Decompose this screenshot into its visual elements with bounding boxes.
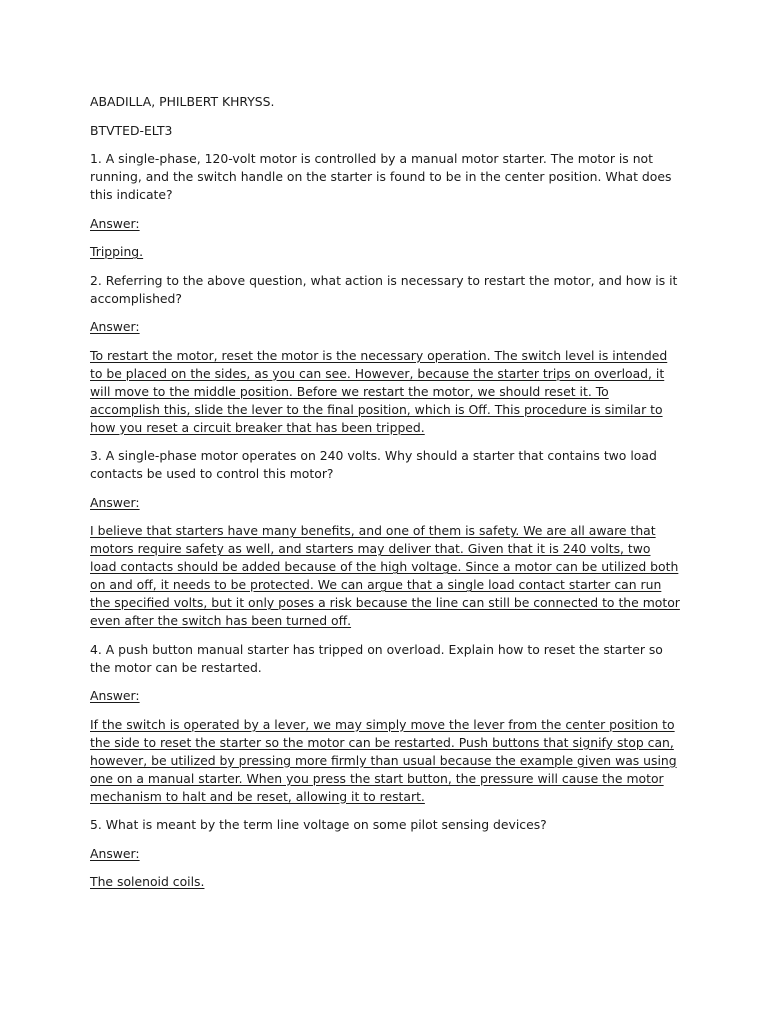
answer-label-5: Answer: [90, 845, 140, 861]
answer-label-3: Answer: [90, 494, 140, 510]
question-1: 1. A single-phase, 120-volt motor is controlled by a manual motor starter. The motor is not running, and the switch handle on the starter is found to be in the center position. What does this indicate? [90, 151, 672, 202]
answer-2: To restart the motor, reset the motor is the necessary operation. The switch level is intended to be placed on the sides, as you can see. However, because the starter trips on overload, it will move to the middle position. Before we restart the motor, we should reset it. To accomplish this, slide the lever to the final position, which is Off. This procedure is similar to how you reset a circuit breaker that has been tripped. [90, 347, 668, 435]
question-3: 3. A single-phase motor operates on 240 volts. Why should a starter that contains two load contacts be used to control this motor? [90, 448, 657, 481]
student-name: ABADILLA, PHILBERT KHRYSS. [90, 94, 275, 109]
document-page [90, 93, 680, 902]
answer-4: If the switch is operated by a lever, we may simply move the lever from the center position to the side to reset the starter so the motor can be restarted. Push buttons that signify stop can, however, be utilized by pressing more firmly than usual because the example given was using one on a manual starter. When you press the start button, the pressure will cause the motor mechanism to halt and be reset, allowing it to restart. [90, 716, 677, 804]
question-2: 2. Referring to the above question, what action is necessary to restart the motor, and how is it accomplished? [90, 272, 678, 306]
question-4: 4. A push button manual starter has tripped on overload. Explain how to reset the starter so the motor can be restarted. [90, 641, 663, 675]
answer-label-4: Answer: [90, 688, 140, 703]
answer-label-1: Answer: [90, 215, 140, 231]
student-section: BTVTED-ELT3 [90, 122, 173, 138]
question-5: 5. What is meant by the term line voltage on some pilot sensing devices? [90, 817, 547, 832]
answer-1: Tripping. [90, 244, 144, 259]
answer-label-2: Answer: [90, 319, 140, 334]
answer-5: The solenoid coils. [90, 874, 205, 889]
answer-3: I believe that starters have many benefits, and one of them is safety. We are all aware that motors require safety as well, and starters may deliver that. Given that it is 240 volts, two load contacts should be added because of the high voltage. Since a motor can be utilized both on and off, it needs to be protected. We can argue that a single load contact starter can run the specified volts, but it only poses a risk because the line can still be connected to the motor even after the switch has been turned off. [90, 523, 680, 628]
